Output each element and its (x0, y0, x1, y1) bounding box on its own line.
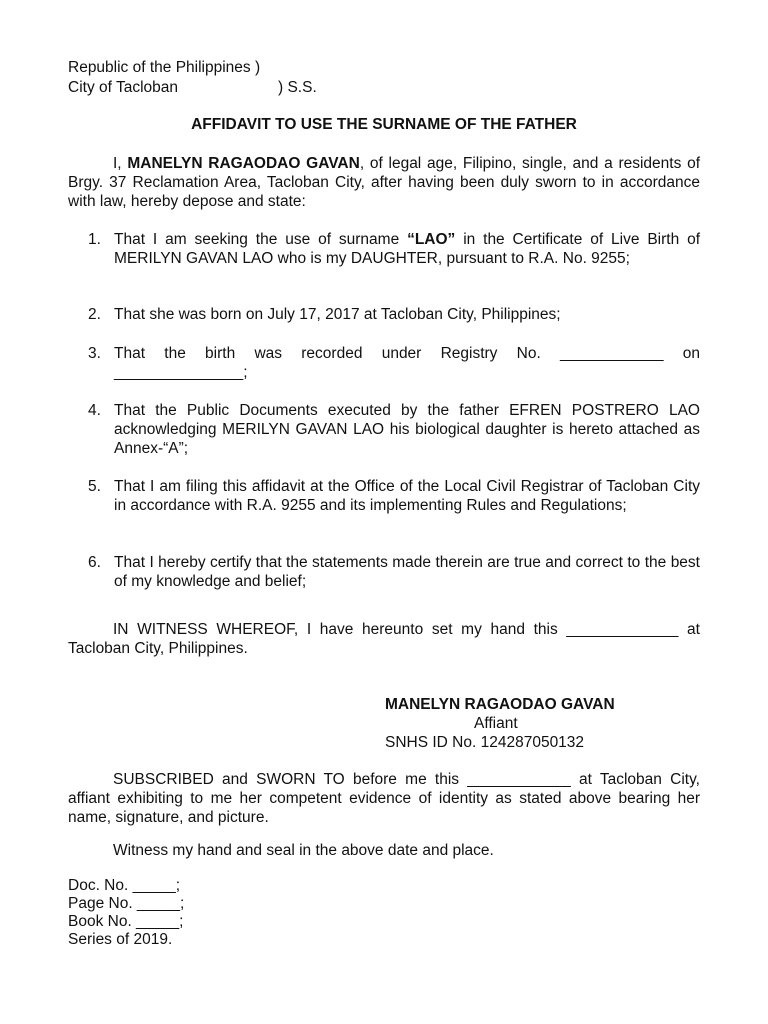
item-number: 1. (88, 231, 101, 248)
item-text: That the Public Documents executed by the father EFREN POSTRERO LAO acknowledging MERILYN GAVAN LAO his biological daughter is hereto attached as Annex-“A”; (114, 402, 700, 457)
item-number: 6. (88, 554, 101, 571)
item-text: That she was born on July 17, 2017 at Tacloban City, Philippines; (114, 306, 561, 323)
item-number: 3. (88, 345, 101, 362)
affiant-role: Affiant (474, 715, 518, 732)
notary-page-no: Page No. _____; (68, 895, 185, 912)
item-text: That the birth was recorded under Registry No. ____________ on _______________; (114, 345, 700, 381)
item-number: 4. (88, 402, 101, 419)
venue-line-1: Republic of the Philippines ) (68, 59, 261, 76)
venue-line-2-left: City of Tacloban (68, 79, 178, 96)
venue-line-2-right: ) S.S. (278, 79, 317, 96)
jurat-paragraph: SUBSCRIBED and SWORN TO before me this ____________ at Tacloban City, affiant exhibiting to me her competent evidence of identity as stated above bearing her name, signature, and picture. (68, 771, 700, 826)
item-number: 5. (88, 478, 101, 495)
notary-doc-no: Doc. No. _____; (68, 877, 181, 894)
intro-paragraph (68, 154, 700, 211)
intro-rest: , of legal age, Filipino, single, and a residents of Brgy. 37 Reclamation Area, Tacloban City, after having been duly sworn to in accordance with law, hereby depose and state: (68, 155, 701, 210)
seal-statement: Witness my hand and seal in the above date and place. (113, 842, 494, 859)
item-text: That I am filing this affidavit at the Office of the Local Civil Registrar of Tacloban City in accordance with R.A. 9255 and its implementing Rules and Regulations; (114, 478, 700, 514)
intro-name: MANELYN RAGAODAO GAVAN (127, 155, 360, 172)
item-number: 2. (88, 306, 101, 323)
notary-book-no: Book No. _____; (68, 913, 184, 930)
witness-paragraph: IN WITNESS WHEREOF, I have hereunto set my hand this _____________ at Tacloban City, Philippines. (68, 621, 700, 657)
document-title: AFFIDAVIT TO USE THE SURNAME OF THE FATHER (191, 116, 577, 133)
item-text: That I am seeking the use of surname “LAO” in the Certificate of Live Birth of MERILYN GAVAN LAO who is my DAUGHTER, pursuant to R.A. No. 9255; (114, 231, 701, 267)
notary-series: Series of 2019. (68, 931, 173, 948)
intro-pre: I, (113, 155, 128, 172)
affiant-id: SNHS ID No. 124287050132 (385, 734, 585, 751)
item-text: That I hereby certify that the statements made therein are true and correct to the best of my knowledge and belief; (114, 554, 700, 590)
affiant-name: MANELYN RAGAODAO GAVAN (385, 696, 615, 713)
